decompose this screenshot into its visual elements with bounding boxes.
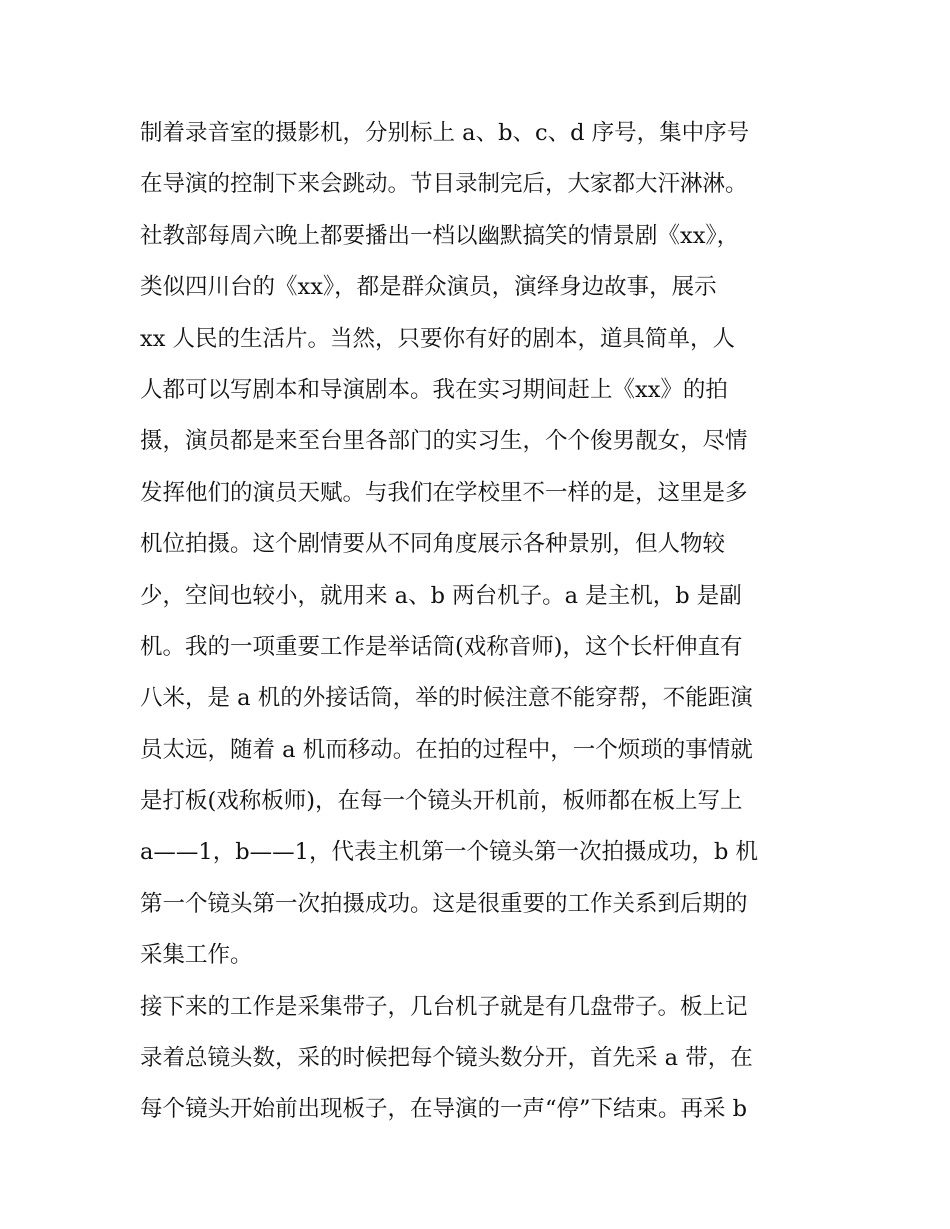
text-line: 第一个镜头第一次拍摄成功。这是很重要的工作关系到后期的	[140, 890, 748, 917]
body-text	[140, 108, 820, 1136]
text-line: 员太远，随着 a 机而移动。在拍的过程中，一个烦琐的事情就	[140, 736, 753, 763]
text-line: 机。我的一项重要工作是举话筒(戏称音师)，这个长杆伸直有	[140, 633, 743, 660]
text-line: 人都可以写剧本和导演剧本。我在实习期间赶上《xx》的拍	[140, 376, 728, 403]
text-line: xx 人民的生活片。当然，只要你有好的剧本，道具简单，人	[140, 325, 736, 352]
text-line: 机位拍摄。这个剧情要从不同角度展示各种景别，但人物较	[140, 531, 726, 558]
text-line: 每个镜头开始前出现板子，在导演的一声“停”下结束。再采 b	[140, 1096, 748, 1123]
text-line: 采集工作。	[140, 942, 253, 969]
text-line: 摄，演员都是来至台里各部门的实习生，个个俊男靓女，尽情	[140, 428, 748, 455]
text-line: 少，空间也较小，就用来 a、b 两台机子。a 是主机，b 是副	[140, 582, 742, 609]
text-line: 是打板(戏称板师)，在每一个镜头开机前，板师都在板上写上	[140, 788, 743, 815]
text-line: 制着录音室的摄影机，分别标上 a、b、c、d 序号，集中序号	[140, 120, 750, 146]
text-line: 接下来的工作是采集带子，几台机子就是有几盘带子。板上记	[140, 993, 748, 1020]
text-line: 社教部每周六晚上都要播出一档以幽默搞笑的情景剧《xx》，	[140, 222, 740, 249]
text-line: a——1，b——1，代表主机第一个镜头第一次拍摄成功，b 机	[140, 839, 759, 866]
text-line: 录着总镜头数，采的时候把每个镜头数分开，首先采 a 带，在	[140, 1045, 753, 1072]
text-line: 发挥他们的演员天赋。与我们在学校里不一样的是，这里是多	[140, 479, 748, 506]
text-line: 在导演的控制下来会跳动。节目录制完后，大家都大汗淋淋。	[140, 171, 748, 198]
text-line: 类似四川台的《xx》，都是群众演员，演绎身边故事，展示	[140, 274, 717, 301]
text-line: 八米，是 a 机的外接话筒，举的时候注意不能穿帮，不能距演	[140, 685, 753, 712]
